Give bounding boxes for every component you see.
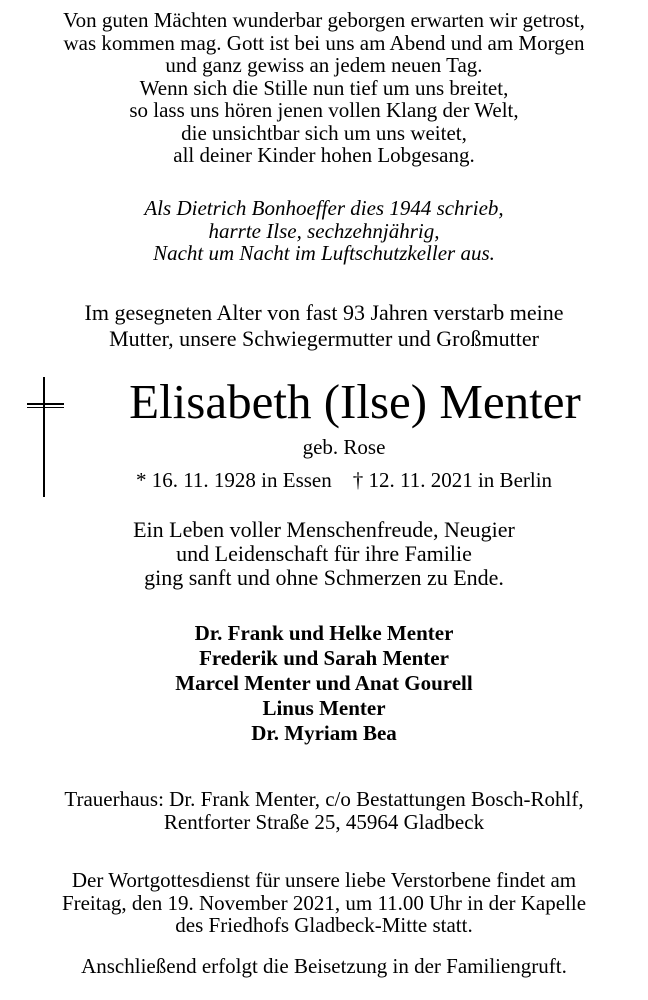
intro-line: Im gesegneten Alter von fast 93 Jahren verstarb meine	[84, 300, 564, 325]
bonhoeffer-note	[0, 197, 648, 265]
service-info	[0, 869, 648, 937]
life-line: und Leidenschaft für ihre Familie	[176, 541, 472, 566]
mourner: Linus Menter	[262, 696, 386, 720]
service-line: Der Wortgottesdienst für unsere liebe Verstorbene findet am	[71, 868, 577, 892]
poem-line: so lass uns hören jenen vollen Klang der Welt,	[129, 98, 519, 122]
service-line: Freitag, den 19. November 2021, um 11.00 Uhr in der Kapelle	[61, 890, 587, 915]
note-line: harrte Ilse, sechzehnjährig,	[208, 218, 440, 243]
deceased-name: Elisabeth (Ilse) Menter	[129, 374, 581, 429]
poem-line: und ganz gewiss an jedem neuen Tag.	[165, 53, 483, 77]
mourner: Frederik und Sarah Menter	[199, 646, 449, 670]
note-line: Nacht um Nacht im Luftschutzkeller aus.	[153, 241, 495, 265]
poem	[0, 9, 648, 167]
note-line: Als Dietrich Bonhoeffer dies 1944 schrieb,	[144, 196, 504, 220]
mourner: Dr. Myriam Bea	[251, 721, 397, 745]
poem-line: die unsichtbar sich um uns weitet,	[181, 120, 467, 145]
mourning-address	[0, 788, 648, 833]
burial-info: Anschließend erfolgt die Beisetzung in der Familiengruft.	[81, 954, 567, 978]
intro-line: Mutter, unsere Schwiegermutter und Großmutter	[109, 326, 539, 351]
intro	[0, 300, 648, 352]
mourner: Marcel Menter und Anat Gourell	[175, 671, 473, 695]
life-line: ging sanft und ohne Schmerzen zu Ende.	[144, 565, 504, 590]
maiden-name: geb. Rose	[302, 435, 386, 459]
address-line: Rentforter Straße 25, 45964 Gladbeck	[163, 809, 485, 834]
poem-line: Wenn sich die Stille nun tief um uns breitet,	[139, 75, 509, 100]
service-line: des Friedhofs Gladbeck-Mitte statt.	[175, 913, 473, 937]
birth-death-dates: * 16. 11. 1928 in Essen † 12. 11. 2021 in Berlin	[135, 468, 553, 492]
life-summary	[0, 518, 648, 590]
mourners	[0, 621, 648, 746]
poem-line: Von guten Mächten wunderbar geborgen erwarten wir getrost,	[63, 8, 585, 32]
life-line: Ein Leben voller Menschenfreude, Neugier	[133, 517, 515, 542]
address-line: Trauerhaus: Dr. Frank Menter, c/o Bestattungen Bosch-Rohlf,	[64, 787, 584, 811]
mourner: Dr. Frank und Helke Menter	[194, 621, 454, 645]
poem-line: was kommen mag. Gott ist bei uns am Abend und am Morgen	[63, 30, 585, 55]
poem-line: all deiner Kinder hohen Lobgesang.	[173, 143, 475, 167]
